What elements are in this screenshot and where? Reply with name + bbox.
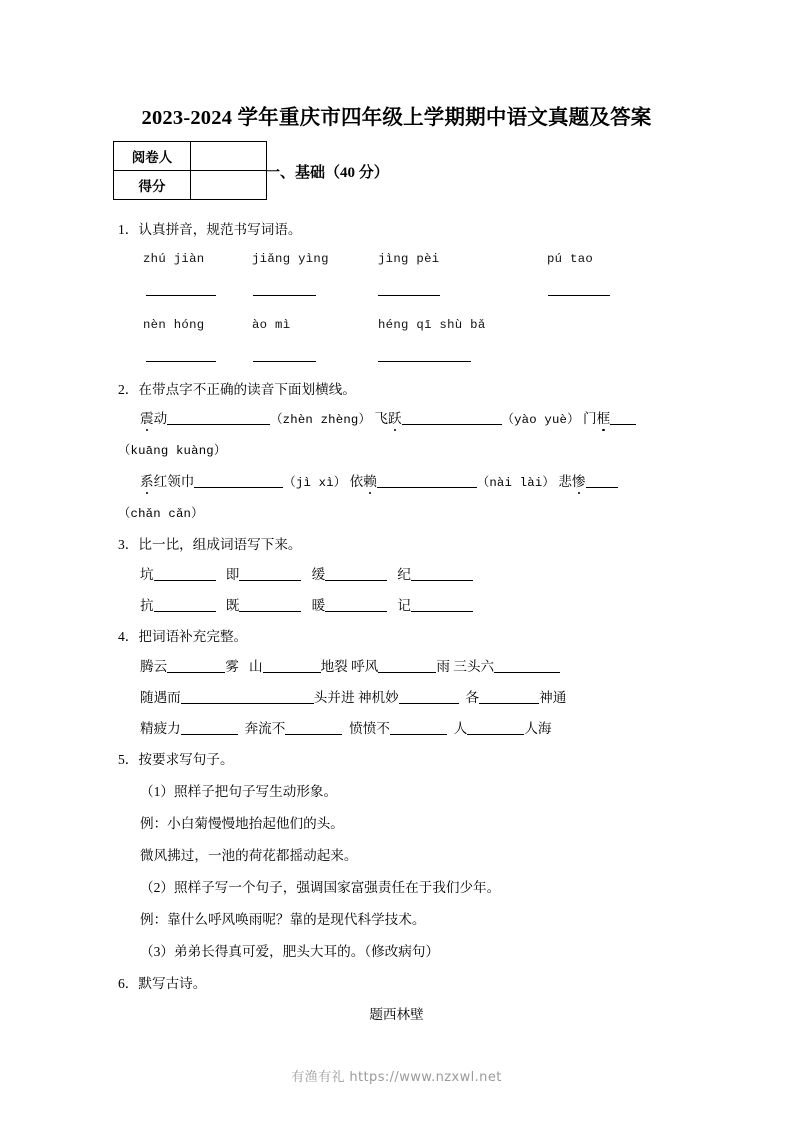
q5-sub-1: （1）照样子把句子写生动形象。 — [140, 784, 338, 799]
q4-blank-5[interactable] — [181, 690, 314, 704]
q4-blank-8[interactable] — [181, 721, 238, 735]
question-4-prompt — [118, 628, 247, 646]
q2-word-3: 门框 — [583, 411, 611, 426]
q1-answer-blank-2[interactable] — [253, 295, 316, 296]
q2-options-3: （kuāng kuàng） — [118, 444, 227, 458]
q3-row-2 — [140, 597, 473, 615]
question-2-text: 在带点字不正确的读音下面划横线。 — [138, 382, 356, 397]
q4-pre-11: 人 — [453, 721, 468, 736]
question-4-text: 把词语补充完整。 — [138, 629, 248, 644]
q3-char-7: 暖 — [311, 598, 326, 613]
q4-blank-9[interactable] — [285, 721, 342, 735]
q3-blank-6[interactable] — [239, 598, 301, 612]
q1-answer-blank-6[interactable] — [253, 361, 316, 362]
question-3-text: 比一比，组成词语写下来。 — [138, 537, 302, 552]
q1-pinyin-4: pú tao — [547, 252, 594, 266]
question-3-prompt — [118, 536, 302, 554]
q4-pre-6: 神机妙 — [357, 690, 399, 705]
table-row — [114, 171, 267, 200]
q4-pre-3: 呼风 — [351, 659, 379, 674]
q3-blank-8[interactable] — [411, 598, 473, 612]
q1-answer-blank-5[interactable] — [146, 361, 216, 362]
q1-pinyin-5: nèn hóng — [143, 318, 205, 332]
q4-blank-3[interactable] — [378, 659, 436, 673]
q2-blank-4[interactable] — [194, 474, 283, 488]
q2-blank-5[interactable] — [377, 474, 477, 488]
q2-blank-2[interactable] — [402, 411, 502, 425]
table-row — [114, 142, 267, 171]
question-5-number: 5． — [118, 752, 139, 767]
question-6-prompt — [118, 975, 206, 993]
q4-pre-5: 随遇而 — [140, 690, 181, 705]
q3-char-3: 缓 — [311, 567, 326, 582]
q3-char-2: 即 — [225, 567, 240, 582]
q4-row-3 — [140, 720, 552, 738]
q2-line-1 — [140, 410, 636, 429]
q2-options-2: （yào yuè） — [501, 413, 580, 427]
q2-blank-1[interactable] — [167, 411, 270, 425]
q2-options-5: （nài lài） — [476, 476, 555, 490]
question-4-number: 4． — [118, 629, 139, 644]
section-heading: 一、基础（40 分） — [265, 165, 389, 181]
question-6-text: 默写古诗。 — [138, 976, 207, 991]
score-table-label-grader: 阅卷人 — [114, 142, 191, 171]
question-5-prompt — [118, 751, 234, 769]
q4-blank-4[interactable] — [494, 659, 560, 673]
q4-blank-10[interactable] — [390, 721, 447, 735]
q3-row-1 — [140, 566, 473, 584]
q4-blank-6[interactable] — [399, 690, 459, 704]
question-2-prompt — [118, 381, 356, 399]
q1-pinyin-2: jiǎng yìng — [252, 252, 329, 266]
score-table — [113, 141, 267, 200]
q2-options-4: （jì xì） — [283, 476, 347, 490]
q2-line-2 — [140, 473, 618, 492]
q4-blank-1[interactable] — [167, 659, 225, 673]
q3-char-4: 纪 — [397, 567, 411, 582]
q2-word-1: 震动 — [140, 411, 168, 426]
q4-post-7: 神通 — [539, 690, 567, 705]
q1-pinyin-6: ào mì — [252, 318, 291, 332]
q1-answer-blank-3[interactable] — [378, 295, 440, 296]
q4-row-1 — [140, 658, 560, 676]
page-title: 2023-2024 学年重庆市四年级上学期期中语文真题及答案 — [141, 107, 652, 129]
score-table-value-score[interactable] — [191, 171, 267, 200]
question-3-number: 3． — [118, 537, 139, 552]
question-2-number: 2． — [118, 382, 139, 397]
question-6-number: 6． — [118, 976, 139, 991]
q3-blank-4[interactable] — [411, 567, 473, 581]
question-1-text: 认真拼音，规范书写词语。 — [138, 222, 302, 237]
q1-pinyin-7: héng qī shù bǎ — [378, 318, 486, 332]
q2-word-5: 依赖 — [349, 474, 377, 489]
q4-pre-7: 各 — [465, 690, 480, 705]
q5-sub-1-sentence: 微风拂过，一池的荷花都摇动起来。 — [140, 848, 358, 863]
q3-char-1: 坑 — [140, 567, 154, 582]
q4-post-2: 地裂 — [320, 659, 348, 674]
q2-options-6: （chǎn cǎn） — [118, 507, 204, 521]
question-5-text: 按要求写句子。 — [138, 752, 234, 767]
q4-blank-7[interactable] — [479, 690, 539, 704]
q4-pre-2: 山 — [248, 659, 263, 674]
q4-post-1: 雾 — [225, 659, 239, 674]
q4-post-11: 人海 — [524, 721, 552, 736]
q3-blank-7[interactable] — [325, 598, 387, 612]
q2-blank-6[interactable] — [586, 474, 618, 488]
q4-row-2 — [140, 689, 566, 707]
q3-blank-1[interactable] — [154, 567, 216, 581]
q5-sub-2-example: 例：靠什么呼风唤雨呢？靠的是现代科学技术。 — [140, 912, 426, 927]
q2-blank-3[interactable] — [610, 411, 636, 425]
q2-word-6: 悲惨 — [558, 474, 586, 489]
q6-poem-title: 题西林壁 — [369, 1007, 424, 1022]
q2-word-2: 飞跃 — [374, 411, 402, 426]
q1-pinyin-3: jìng pèi — [378, 252, 440, 266]
q5-sub-3: （3）弟弟长得真可爱，肥头大耳的。（修改病句） — [140, 944, 440, 959]
q4-blank-2[interactable] — [263, 659, 321, 673]
q4-blank-11[interactable] — [467, 721, 524, 735]
q4-pre-9: 奔流不 — [244, 721, 286, 736]
q3-char-8: 记 — [397, 598, 411, 613]
q3-blank-2[interactable] — [239, 567, 301, 581]
q3-char-5: 抗 — [140, 598, 154, 613]
q2-options-1: （zhèn zhèng） — [270, 413, 371, 427]
q4-pre-10: 愤愤不 — [349, 721, 390, 736]
q1-answer-blank-4[interactable] — [548, 295, 610, 296]
q1-answer-blank-1[interactable] — [146, 295, 216, 296]
q4-post-3: 雨 — [436, 659, 450, 674]
q5-sub-1-example: 例：小白菊慢慢地抬起他们的头。 — [140, 816, 344, 831]
question-1-number: 1． — [118, 222, 139, 237]
q3-blank-3[interactable] — [325, 567, 387, 581]
q3-blank-5[interactable] — [154, 598, 216, 612]
score-table-label-score: 得分 — [114, 171, 191, 200]
q1-answer-blank-7[interactable] — [378, 361, 471, 362]
q5-sub-2: （2）照样子写一个句子，强调国家富强责任在于我们少年。 — [140, 880, 501, 895]
q1-pinyin-1: zhú jiàn — [143, 252, 205, 266]
q4-pre-1: 腾云 — [140, 659, 168, 674]
q4-post-5: 头并进 — [313, 690, 355, 705]
footer-watermark: 有渔有礼 https://www.nzxwl.net — [291, 1070, 502, 1085]
score-table-value-grader[interactable] — [191, 142, 267, 171]
q3-char-6: 既 — [225, 598, 240, 613]
q2-word-4: 系红领巾 — [140, 474, 195, 489]
q4-pre-8: 精疲力 — [140, 721, 181, 736]
q4-pre-4: 三头六 — [453, 659, 495, 674]
question-1-prompt — [118, 221, 302, 239]
